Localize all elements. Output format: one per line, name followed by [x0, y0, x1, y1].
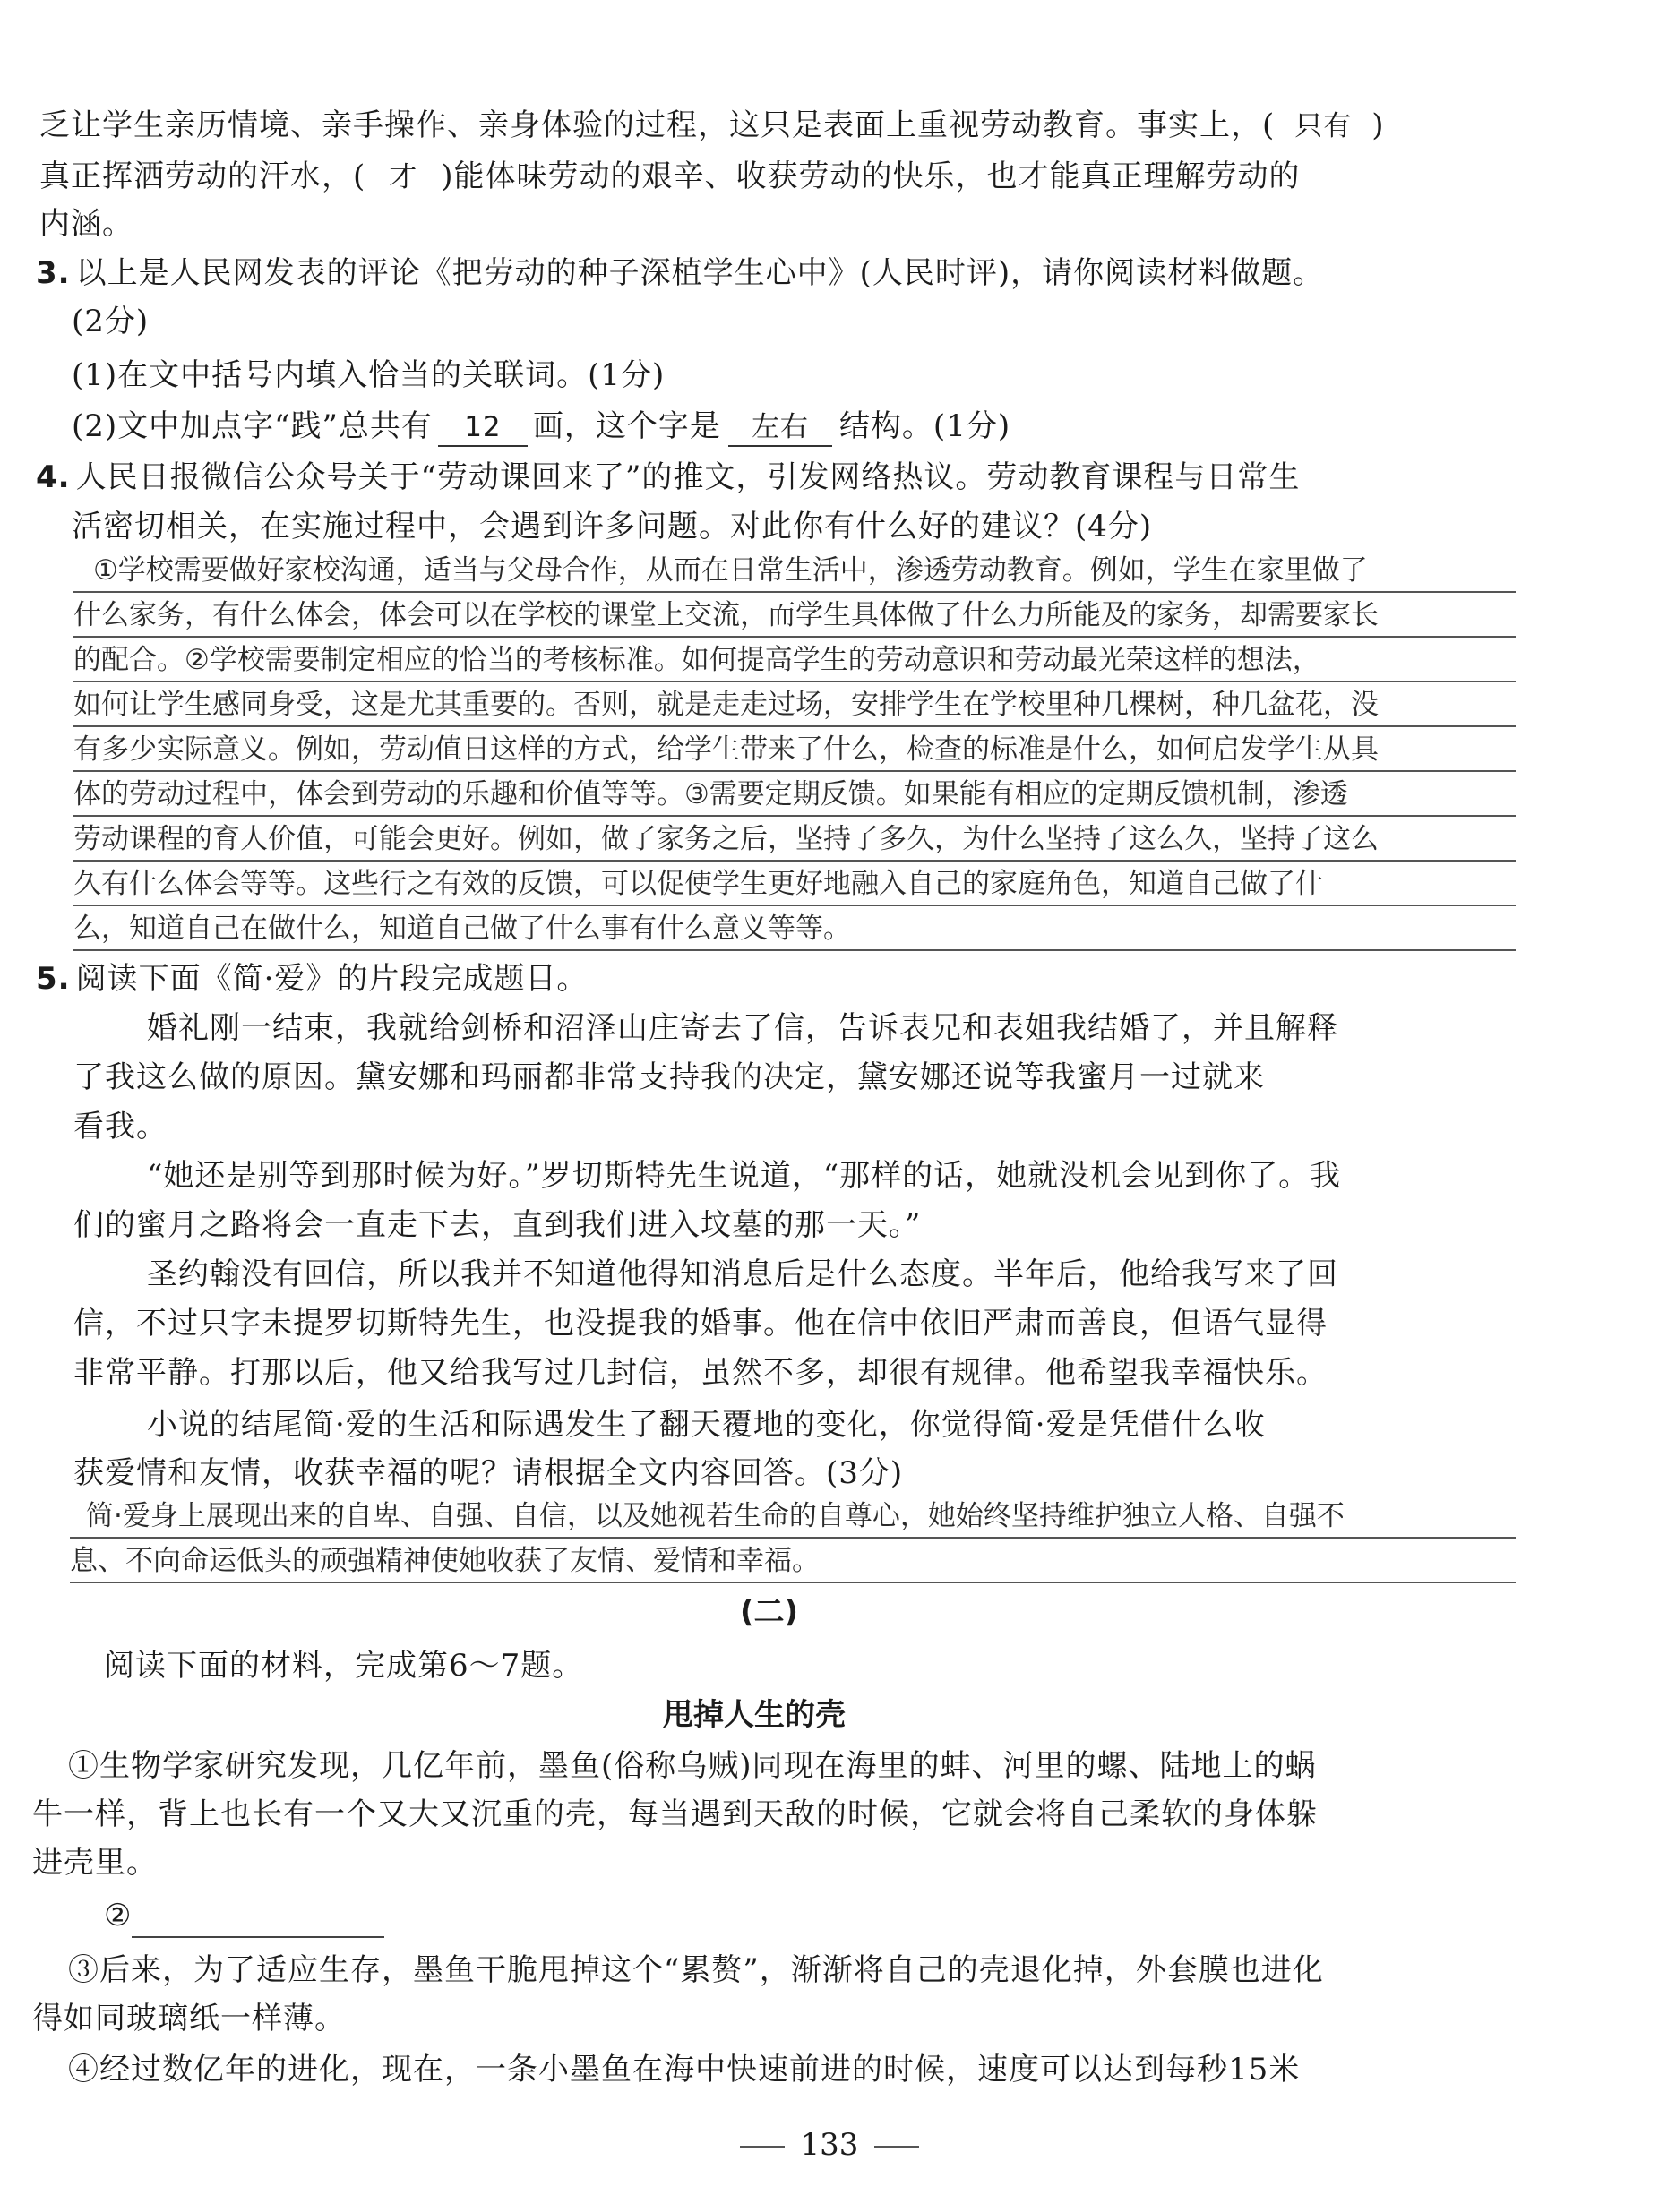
page-number: 133 [0, 2122, 1659, 2167]
article-title: 甩掉人生的壳 [663, 1697, 846, 1733]
question-3-sub-2: (2)文中加点字“践”总共有 12 画，这个字是 左右 结构。(1分) [72, 404, 1010, 449]
intro-fill-2: 才 [389, 161, 418, 193]
passage-line: 圣约翰没有回信，所以我并不知道他得知消息后是什么态度。半年后，他给我写来了回 [147, 1256, 1338, 1292]
question-4-line-1: 4. 人民日报微信公众号关于“劳动课回来了”的推文，引发网络热议。劳动教育课程与日常生 [36, 459, 1301, 495]
question-3-number: 3. [36, 255, 71, 291]
question-5-prompt-2: 获爱情和友情，收获幸福的呢？请根据全文内容回答。(3分) [73, 1455, 904, 1491]
intro-line-1: 乏让学生亲历情境、亲手操作、亲身体验的过程，这只是表面上重视劳动教育。事实上，( 只有 ) [39, 107, 1385, 143]
passage-line: 们的蜜月之路将会一直走下去，直到我们进入坟墓的那一天。” [73, 1207, 922, 1243]
question-5-prompt-1: 小说的结尾简·爱的生活和际遇发生了翻天覆地的变化，你觉得简·爱是凭借什么收 [147, 1407, 1266, 1443]
article-paragraph-2: ② [104, 1893, 384, 1938]
answer-rule [73, 949, 1516, 951]
section-instruction: 阅读下面的材料，完成第6～7题。 [104, 1648, 584, 1684]
intro-line-3: 内涵。 [39, 206, 133, 242]
answer-line: 劳动课程的育人价值，可能会更好。例如，做了家务之后，坚持了多久，为什么坚持了这么久，坚持了这么 [73, 823, 1379, 855]
question-4-number: 4. [36, 459, 71, 495]
answer-line: 简·爱身上展现出来的自卑、自强、自信，以及她视若生命的自尊心，她始终坚持维护独立人格、自强不 [86, 1500, 1345, 1532]
section-heading: (二) [740, 1594, 799, 1630]
answer-line: 的配合。②学校需要制定相应的恰当的考核标准。如何提高学生的劳动意识和劳动最光荣这样的想法， [73, 644, 1320, 676]
intro-fill-1: 只有 [1294, 110, 1353, 142]
answer-line: 久有什么体会等等。这些行之有效的反馈，可以促使学生更好地融入自己的家庭角色，知道自己做了什 [73, 868, 1323, 900]
passage-line: 信，不过只字未提罗切斯特先生，也没提我的婚事。他在信中依旧严肃而善良，但语气显得 [73, 1306, 1328, 1342]
question-5-line-1: 5. 阅读下面《简·爱》的片段完成题目。 [36, 961, 589, 997]
article-line: 牛一样，背上也长有一个又大又沉重的壳，每当遇到天敌的时候，它就会将自己柔软的身体躲 [32, 1796, 1318, 1832]
answer-line: 什么家务，有什么体会，体会可以在学校的课堂上交流，而学生具体做了什么力所能及的家务，却需要家长 [73, 599, 1379, 631]
passage-line: 非常平静。打那以后，他又给我写过几封信，虽然不多，却很有规律。他希望我幸福快乐。 [73, 1355, 1328, 1391]
article-line: ①生物学家研究发现，几亿年前，墨鱼(俗称乌贼)同现在海里的蚌、河里的螺、陆地上的蜗 [68, 1748, 1317, 1784]
passage-line: “她还是别等到那时候为好。”罗切斯特先生说道，“那样的话，她就没机会见到你了。我 [147, 1158, 1342, 1194]
question-3-sub-1: (1)在文中括号内填入恰当的关联词。(1分) [72, 357, 666, 393]
stroke-count-answer: 12 [438, 409, 528, 447]
structure-answer: 左右 [728, 409, 832, 447]
article-line: 进壳里。 [32, 1845, 158, 1881]
page-number-dash [874, 2146, 919, 2148]
passage-line: 了我这么做的原因。黛安娜和玛丽都非常支持我的决定，黛安娜还说等我蜜月一过就来 [73, 1059, 1265, 1095]
article-line: ④经过数亿年的进化，现在，一条小墨鱼在海中快速前进的时候，速度可以达到每秒15米 [68, 2052, 1301, 2088]
question-3-line-2: (2分) [72, 304, 150, 339]
article-line: 得如同玻璃纸一样薄。 [32, 2001, 346, 2036]
question-3-line-1: 3. 以上是人民网发表的评论《把劳动的种子深植学生心中》(人民时评)，请你阅读材料做题。 [36, 255, 1325, 291]
answer-line: 息、不向命运低头的顽强精神使她收获了友情、爱情和幸福。 [70, 1545, 820, 1577]
answer-line: 体的劳动过程中，体会到劳动的乐趣和价值等等。③需要定期反馈。如果能有相应的定期反馈机制，渗透 [73, 778, 1348, 810]
answer-line: 么，知道自己在做什么，知道自己做了什么事有什么意义等等。 [73, 913, 851, 945]
question-4-line-2: 活密切相关，在实施过程中，会遇到许多问题。对此你有什么好的建议？(4分) [72, 509, 1153, 544]
answer-line: ①学校需要做好家校沟通，适当与父母合作，从而在日常生活中，渗透劳动教育。例如，学生在家里做了 [93, 554, 1368, 587]
intro-line-2: 真正挥洒劳动的汗水，( 才 )能体味劳动的艰辛、收获劳动的快乐，也才能真正理解劳动的 [39, 159, 1301, 194]
page-number-dash [740, 2146, 785, 2148]
blank-answer-line [132, 1906, 384, 1938]
article-line: ③后来，为了适应生存，墨鱼干脆甩掉这个“累赘”，渐渐将自己的壳退化掉，外套膜也进化 [68, 1952, 1324, 1988]
answer-line: 有多少实际意义。例如，劳动值日这样的方式，给学生带来了什么，检查的标准是什么，如何启发学生从具 [73, 733, 1379, 766]
passage-line: 看我。 [73, 1109, 168, 1145]
answer-line: 如何让学生感同身受，这是尤其重要的。否则，就是走走过场，安排学生在学校里种几棵树，种几盆花，没 [73, 689, 1379, 721]
question-5-number: 5. [36, 961, 71, 997]
passage-line: 婚礼刚一结束，我就给剑桥和沼泽山庄寄去了信，告诉表兄和表姐我结婚了，并且解释 [147, 1010, 1338, 1046]
answer-rule [70, 1582, 1516, 1583]
